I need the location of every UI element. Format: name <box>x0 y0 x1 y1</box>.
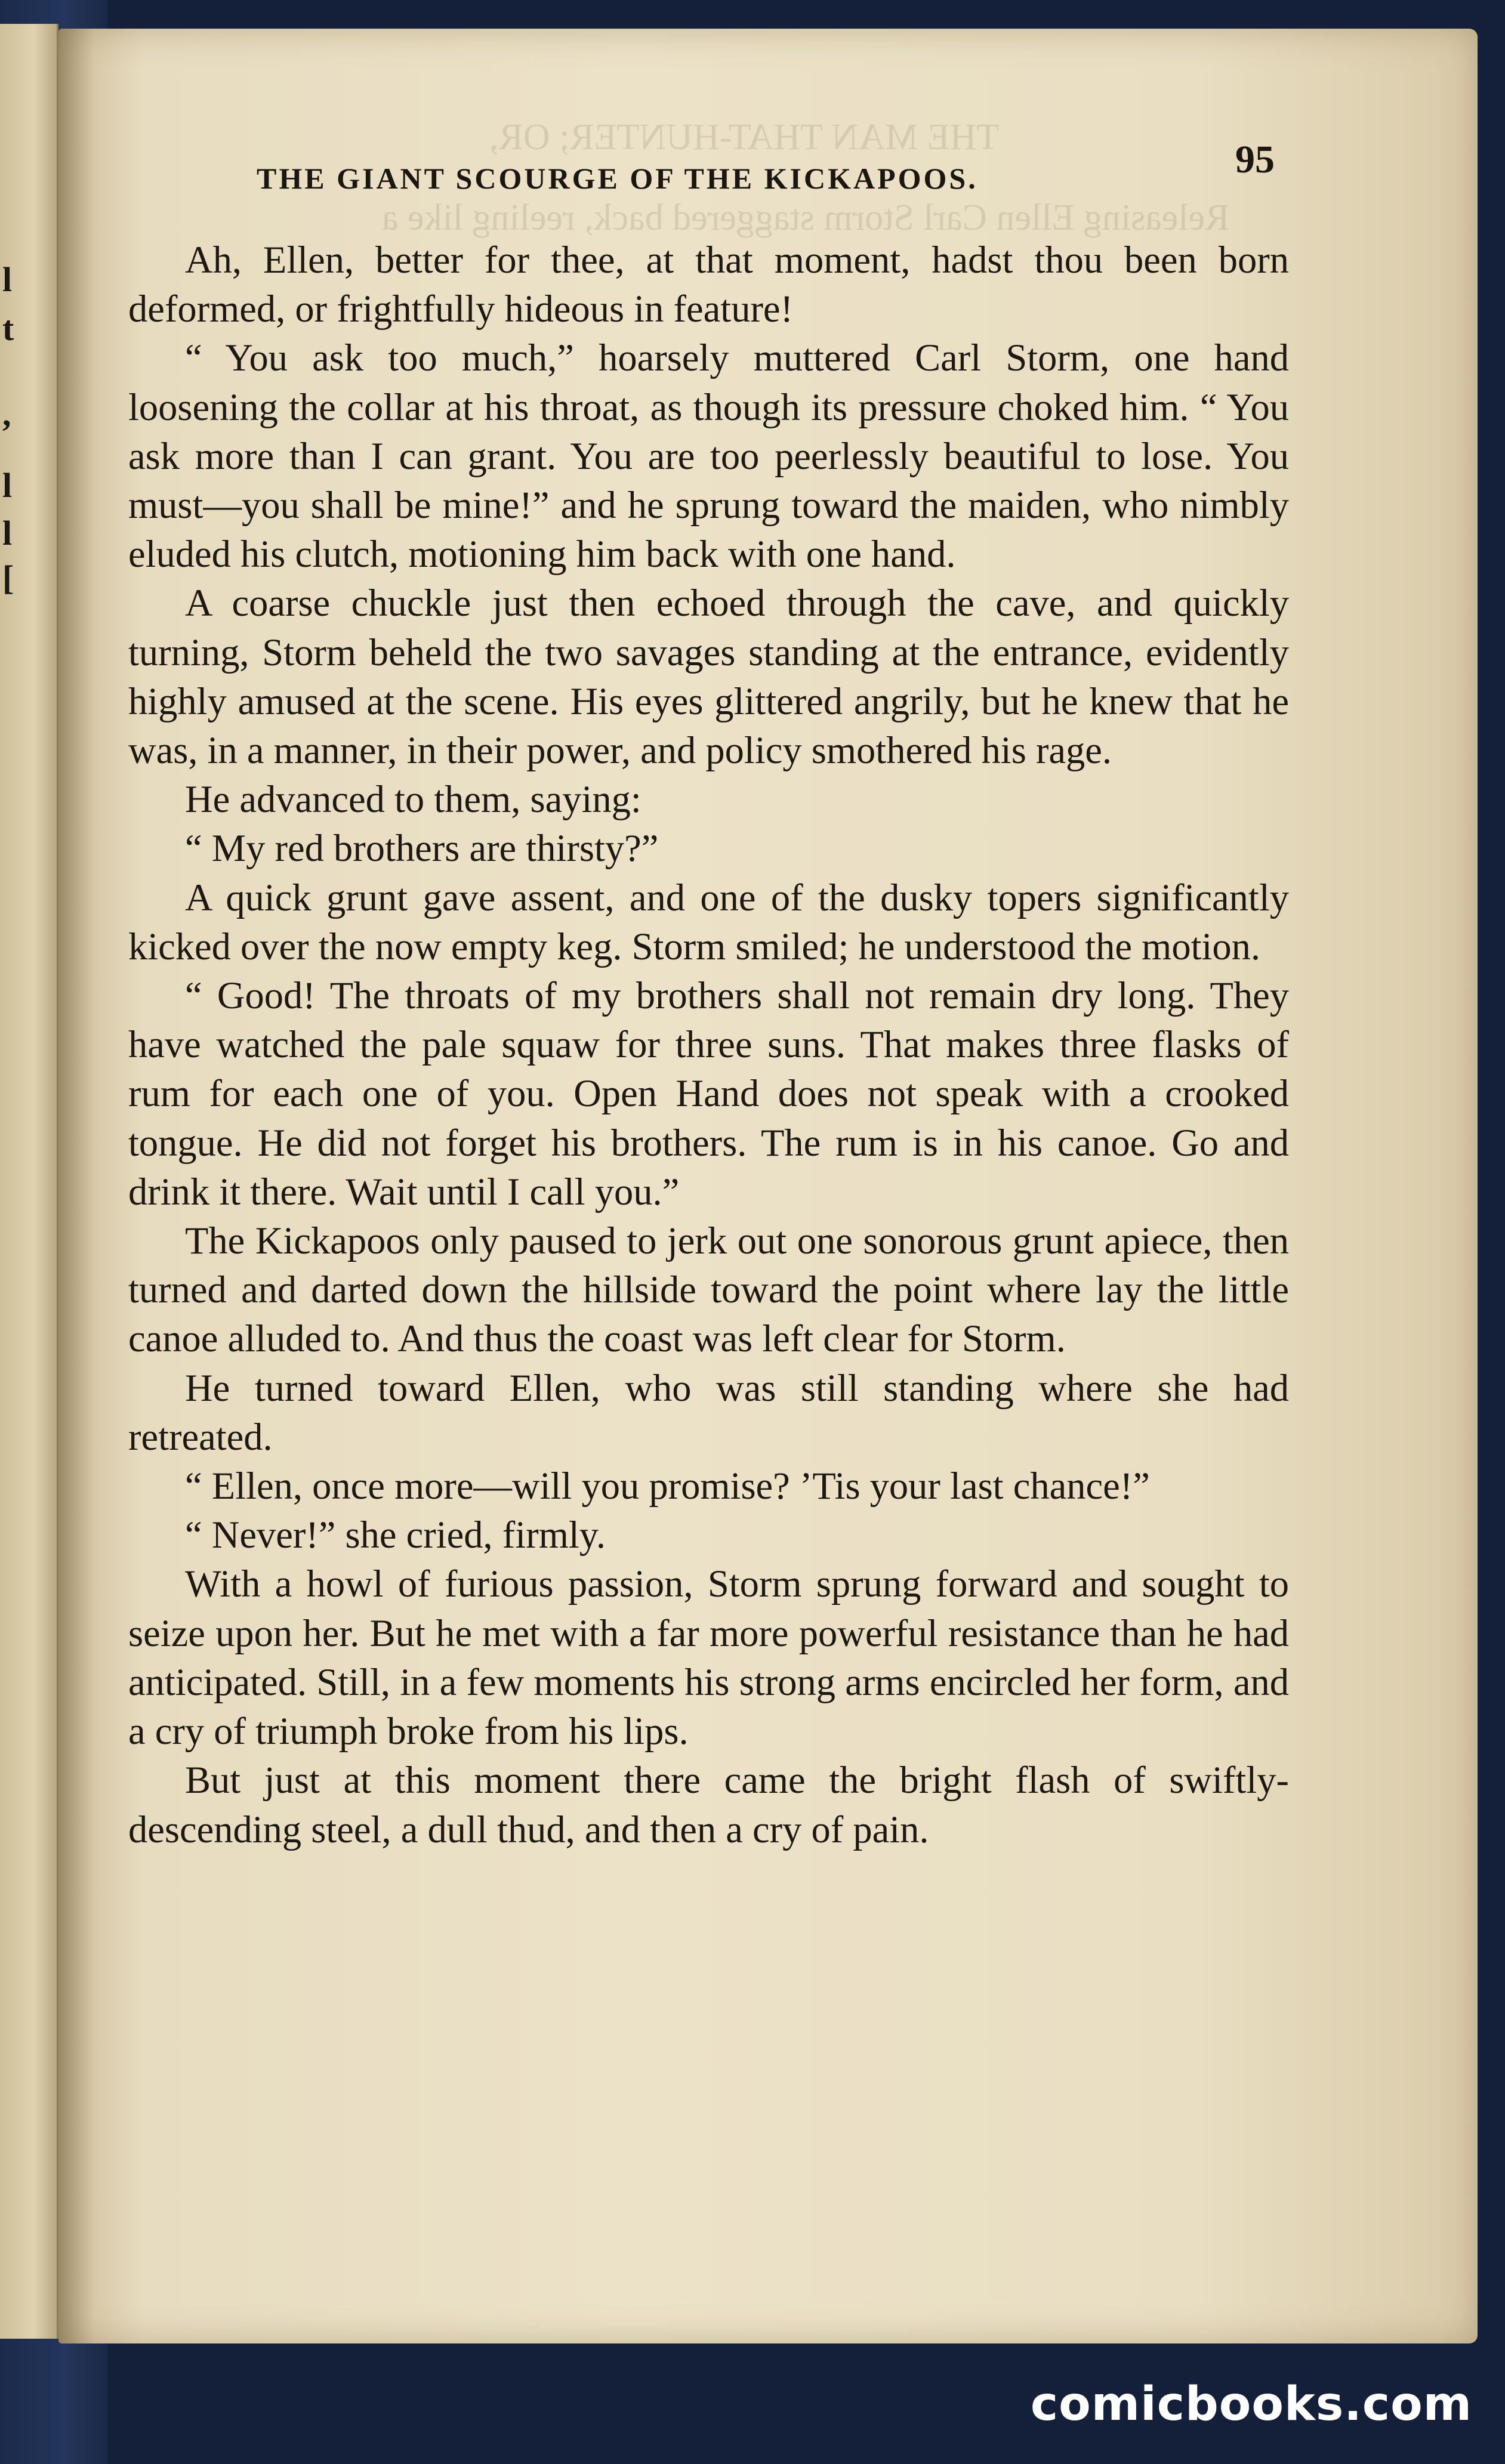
facing-page-fragment: [ <box>2 558 14 597</box>
spine-shadow <box>58 29 94 2343</box>
facing-page-fragment: , <box>2 394 11 433</box>
paragraph: “ Good! The throats of my brothers shall not remain dry long. They have watched the pale squaw for three suns. That makes three flasks of rum for each one of you. Open Hand does not speak with a crooked tongue. He did not forget his brothers. The rum is in his canoe. Go and drink it there. Wait until I call you.” <box>128 974 1289 1213</box>
running-title: THE GIANT SCOURGE OF THE KICKAPOOS. <box>257 162 978 195</box>
paragraph: He turned toward Ellen, who was still standing where she had retreated. <box>128 1366 1289 1458</box>
paragraph: The Kickapoos only paused to jerk out one sonorous grunt apiece, then turned and darted down the hillside toward the point where lay the little canoe alluded to. And thus the coast was left clear for Storm. <box>128 1219 1289 1360</box>
paragraph: Ah, Ellen, better for thee, at that moment, hadst thou been born deformed, or frightfully hideous in feature! <box>128 239 1289 331</box>
bleed-through-line: Releasing Ellen Carl Storm staggered back, reeling like a <box>382 197 1230 238</box>
bleed-through-line: THE MAN THAT-HUNTER; OR, <box>489 117 1000 158</box>
body-text <box>128 236 1289 1854</box>
site-watermark: comicbooks.com <box>1030 2377 1472 2431</box>
paragraph: “ Never!” she cried, firmly. <box>185 1514 606 1557</box>
paragraph: “ You ask too much,” hoarsely muttered Carl Storm, one hand loosening the collar at his throat, as though its pressure choked him. “ You ask more than I can grant. You are too peerlessly beautiful to lose. You must—you shall be mine!” and he sprung toward the maiden, who nimbly eluded his clutch, motioning him back with one hand. <box>128 336 1289 576</box>
facing-page-edge <box>0 24 58 2339</box>
paragraph: “ Ellen, once more—will you promise? ’Tis your last chance!” <box>185 1465 1150 1508</box>
facing-page-fragment: l <box>2 514 13 552</box>
facing-page-fragment: l <box>2 466 13 505</box>
facing-page-fragment: t <box>2 309 14 348</box>
paragraph: A quick grunt gave assent, and one of the dusky topers significantly kicked over the now empty keg. Storm smiled; he understood the motion. <box>128 876 1289 968</box>
paragraph: But just at this moment there came the bright flash of swiftly-descending steel, a dull thud, and then a cry of pain. <box>128 1759 1289 1851</box>
paragraph: He advanced to them, saying: <box>185 778 642 821</box>
paragraph: “ My red brothers are thirsty?” <box>185 827 659 870</box>
paragraph: With a howl of furious passion, Storm sprung forward and sought to seize upon her. But he met with a far more powerful resistance than he had anticipated. Still, in a few moments his strong arms encircled her form, and a cry of triumph broke from his lips. <box>128 1563 1289 1753</box>
facing-page-fragment: l <box>2 260 13 299</box>
paragraph: A coarse chuckle just then echoed through the cave, and quickly turning, Storm beheld the two savages standing at the entrance, evidently highly amused at the scene. His eyes glittered angrily, but he knew that he was, in a manner, in their power, and policy smothered his rage. <box>128 582 1289 772</box>
page-number: 95 <box>1235 138 1275 181</box>
